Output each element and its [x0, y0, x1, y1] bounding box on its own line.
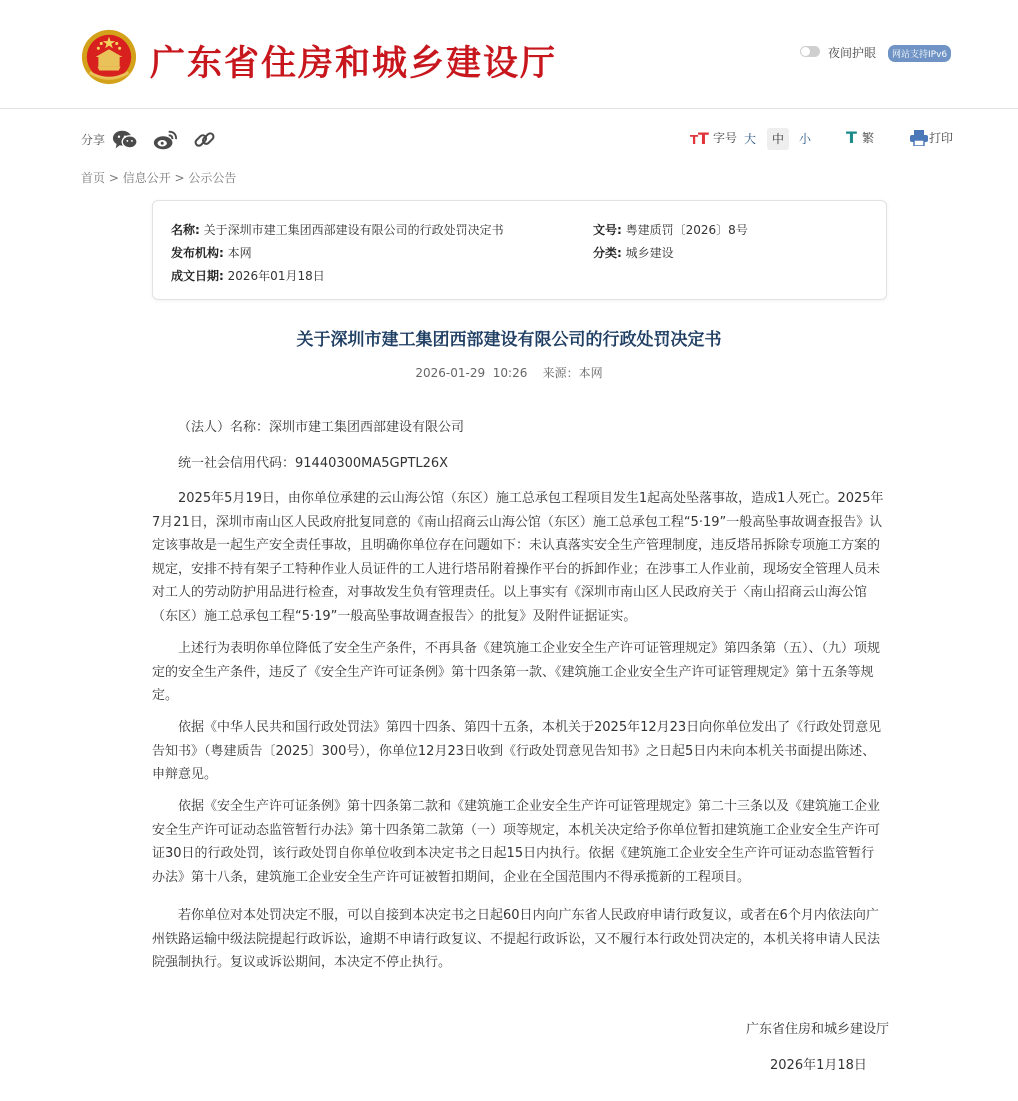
paragraph-notice: 依据《中华人民共和国行政处罚法》第四十四条、第四十五条，本机关于2025年12月23日向你单位发出了《行政处罚意见告知书》（粤建质告〔2025〕300号），你单位12月23日收到《行政处罚意见告知书》之日起5日内未向本机关书面提出陈述、申辩意见。: [152, 720, 882, 782]
breadcrumb-info-disclosure[interactable]: 信息公开: [122, 171, 171, 185]
meta-category-value: 城乡建设: [625, 246, 674, 260]
wechat-icon[interactable]: [112, 128, 138, 152]
font-size-small-button[interactable]: 小: [798, 132, 811, 146]
meta-publisher-row: 发布机构: 本网: [171, 246, 252, 260]
paragraph-credit-code: 统一社会信用代码：91440300MA5GPTL26X: [178, 456, 449, 471]
font-size-icon: [690, 129, 710, 147]
font-size-label: 字号: [713, 131, 738, 145]
signature-organization: 广东省住房和城乡建设厅: [746, 1022, 890, 1037]
link-icon[interactable]: [192, 128, 218, 152]
meta-doc-number-row: 文号: 粤建质罚〔2026〕8号: [593, 223, 748, 237]
signature-date: 2026年1月18日: [770, 1058, 867, 1073]
paragraph-violation: 上述行为表明你单位降低了安全生产条件，不再具备《建筑施工企业安全生产许可证管理规定》第四条第（五）、（九）项规定的安全生产条件，违反了《安全生产许可证条例》第十四条第一款、《建筑施工企业安全生产许可证管理规定》第十五条等规定。: [152, 641, 881, 703]
article-date-source: 2026-01-29 10:26 来源：本网: [415, 366, 603, 380]
paragraph-facts: 2025年5月19日，由你单位承建的云山海公馆（东区）施工总承包工程项目发生1起高处坠落事故，造成1人死亡。2025年7月21日，深圳市南山区人民政府批复同意的《南山招商云山海公馆（东区）施工总承包工程“5·19”一般高坠事故调查报告》认定该事故是一起生产安全责任事故，且明确你单位存在问题如下：未认真落实安全生产管理制度，违反塔吊拆除专项施工方案的规定，安排不持有架子工特种作业人员证件的工人进行塔吊附着操作平台的拆卸作业；在涉事工人作业前，现场安全管理人员未对工人的劳动防护用品进行检查，对事故发生负有管理责任。以上事实有《深圳市南山区人民政府关于〈南山招商云山海公馆（东区）施工总承包工程“5·19”一般高坠事故调查报告〉的批复》及附件证据证实。: [152, 491, 884, 624]
document-meta-box: [152, 200, 887, 300]
breadcrumb-public-notice[interactable]: 公示公告: [188, 171, 237, 185]
breadcrumb-home[interactable]: 首页: [81, 171, 106, 185]
traditional-chinese-button[interactable]: 繁: [862, 131, 875, 145]
ipv6-badge: 网站支持IPv6: [888, 45, 951, 62]
meta-doc-number-value: 粤建质罚〔2026〕8号: [625, 223, 748, 237]
weibo-icon[interactable]: [152, 128, 178, 152]
share-label: 分享: [81, 133, 106, 147]
svg-text:T: T: [846, 129, 857, 146]
paragraph-decision: 依据《安全生产许可证条例》第十四条第二款和《建筑施工企业安全生产许可证管理规定》第二十三条以及《建筑施工企业安全生产许可证动态监管暂行办法》第十四条第二款第（一）项等规定，本机关决定给予你单位暂扣建筑施工企业安全生产许可证30日的行政处罚，该行政处罚自你单位收到本决定书之日起15日内执行。依据《建筑施工企业安全生产许可证动态监管暂行办法》第十八条，建筑施工企业安全生产许可证被暂扣期间，企业在全国范围内不得承揽新的工程项目。: [152, 799, 881, 885]
site-title[interactable]: 广东省住房和城乡建设厅: [150, 43, 558, 84]
font-size-large-button[interactable]: 大: [743, 132, 756, 146]
paragraph-entity-name: （法人）名称：深圳市建工集团西部建设有限公司: [178, 420, 465, 435]
paragraph-appeal: 若你单位对本处罚决定不服，可以自接到本决定书之日起60日内向广东省人民政府申请行政复议，或者在6个月内依法向广州铁路运输中级法院提起行政诉讼，逾期不申请行政复议、不提起行政诉讼，又不履行本行政处罚决定的，本机关将申请人民法院强制执行。复议或诉讼期间，本决定不停止执行。: [152, 908, 881, 970]
traditional-chinese-icon: [846, 129, 860, 146]
meta-name-value: 关于深圳市建工集团西部建设有限公司的行政处罚决定书: [203, 223, 504, 237]
night-mode-label[interactable]: 夜间护眼: [828, 46, 877, 60]
night-mode-toggle[interactable]: [800, 46, 820, 57]
meta-publisher-value: 本网: [227, 246, 252, 260]
print-icon: [910, 130, 928, 146]
meta-category-row: 分类: 城乡建设: [593, 246, 674, 260]
meta-date-row: 成文日期: 2026年01月18日: [171, 269, 325, 283]
breadcrumb: 首页 > 信息公开 > 公示公告: [81, 171, 237, 185]
site-header: [0, 0, 1018, 109]
svg-text:T: T: [690, 133, 699, 147]
meta-date-value: 2026年01月18日: [227, 269, 325, 283]
meta-name-row: 名称: 关于深圳市建工集团西部建设有限公司的行政处罚决定书: [171, 223, 504, 237]
svg-text:T: T: [698, 129, 709, 147]
article-title: 关于深圳市建工集团西部建设有限公司的行政处罚决定书: [296, 330, 722, 350]
print-button[interactable]: 打印: [929, 131, 954, 145]
national-emblem-icon: [80, 28, 138, 86]
font-size-medium-button[interactable]: 中: [767, 128, 789, 150]
